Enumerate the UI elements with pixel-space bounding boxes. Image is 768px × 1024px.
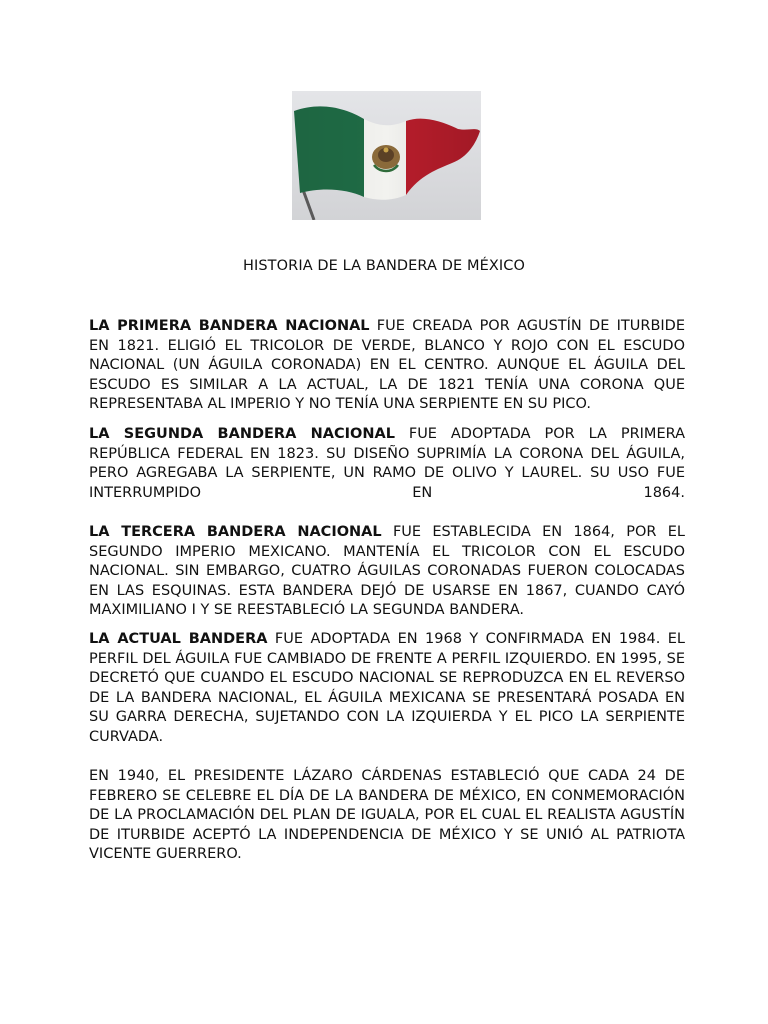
mexican-flag-image bbox=[292, 91, 481, 220]
paragraph-flag-day bbox=[89, 767, 685, 865]
paragraph-current-flag bbox=[89, 630, 685, 747]
document-title: HISTORIA DE LA BANDERA DE MÉXICO bbox=[242, 258, 526, 274]
paragraph-body: FUE ESTABLECIDA EN 1864, POR EL SEGUNDO IMPERIO MEXICANO. MANTENÍA EL TRICOLOR CON EL ESCUDO NACIONAL. SIN EMBARGO, CUATRO ÁGUILAS CORONADAS FUERON COLOCADAS EN LAS ESQUINAS. ESTA BANDERA DEJÓ DE USARSE EN 1867, CUANDO CAYÓ MAXIMILIANO I Y SE REESTABLECIÓ LA SEGUNDA BANDERA. bbox=[89, 524, 685, 618]
paragraph-body: FUE ADOPTADA EN 1968 Y CONFIRMADA EN 1984. EL PERFIL DEL ÁGUILA FUE CAMBIADO DE FRENTE A PERFIL IZQUIERDO. EN 1995, SE DECRETÓ QUE CUANDO EL ESCUDO NACIONAL SE REPRODUZCA EN EL REVERSO DE LA BANDERA NACIONAL, EL ÁGUILA MEXICANA SE PRESENTARÁ POSADA EN SU GARRA DERECHA, SUJETANDO CON LA IZQUIERDA Y EL PICO LA SERPIENTE CURVADA. bbox=[89, 631, 686, 745]
paragraph-first-flag bbox=[89, 317, 685, 415]
paragraph-body: FUE ADOPTADA POR LA PRIMERA REPÚBLICA FEDERAL EN 1823. SU DISEÑO SUPRIMÍA LA CORONA DEL ÁGUILA, PERO AGREGABA LA SERPIENTE, UN RAMO DE OLIVO Y LAUREL. SU USO FUE INTERRUMPIDO EN 1864. bbox=[89, 426, 686, 501]
paragraph-second-flag bbox=[89, 425, 685, 503]
mexican-flag-icon bbox=[292, 91, 481, 220]
paragraph-lead: LA PRIMERA BANDERA NACIONAL bbox=[89, 318, 370, 334]
paragraph-lead: LA TERCERA BANDERA NACIONAL bbox=[89, 524, 382, 540]
paragraph-body: FUE CREADA POR AGUSTÍN DE ITURBIDE EN 1821. ELIGIÓ EL TRICOLOR DE VERDE, BLANCO Y ROJO CON EL ESCUDO NACIONAL (UN ÁGUILA CORONADA) EN EL CENTRO. AUNQUE EL ÁGUILA DEL ESCUDO ES SIMILAR A LA ACTUAL, LA DE 1821 TENÍA UNA CORONA QUE REPRESENTABA AL IMPERIO Y NO TENÍA UNA SERPIENTE EN SU PICO. bbox=[89, 318, 685, 412]
paragraph-body: EN 1940, EL PRESIDENTE LÁZARO CÁRDENAS ESTABLECIÓ QUE CADA 24 DE FEBRERO SE CELEBRE EL DÍA DE LA BANDERA DE MÉXICO, EN CONMEMORACIÓN DE LA PROCLAMACIÓN DEL PLAN DE IGUALA, POR EL CUAL EL REALISTA AGUSTÍN DE ITURBIDE ACEPTÓ LA INDEPENDENCIA DE MÉXICO Y SE UNIÓ AL PATRIOTA VICENTE GUERRERO. bbox=[89, 768, 685, 862]
paragraph-lead: LA ACTUAL BANDERA bbox=[89, 631, 268, 647]
paragraph-lead: LA SEGUNDA BANDERA NACIONAL bbox=[89, 426, 395, 442]
paragraph-third-flag bbox=[89, 523, 685, 621]
